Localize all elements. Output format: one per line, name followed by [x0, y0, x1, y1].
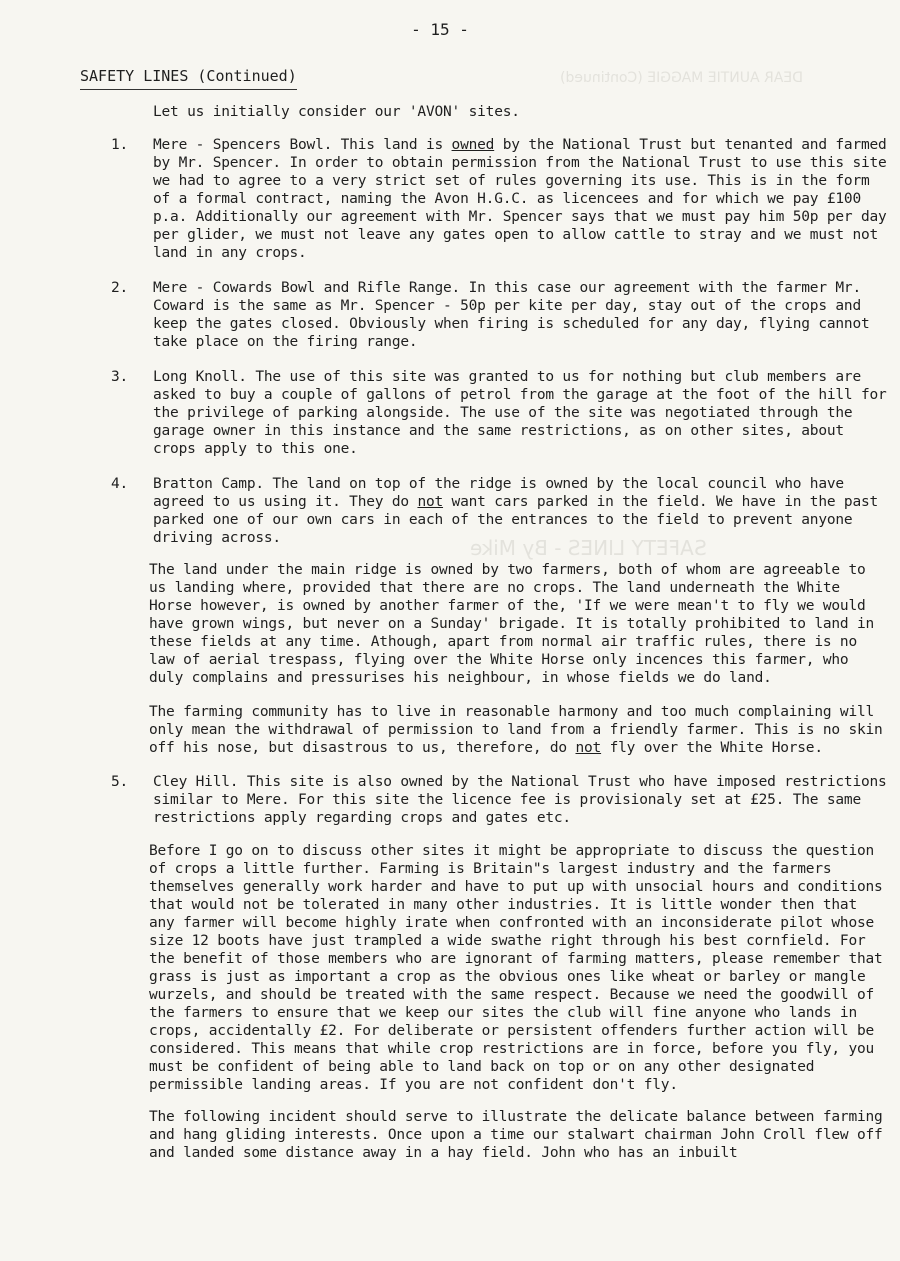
white-horse-paragraph: The land under the main ridge is owned by two farmers, both of whom are agreeable to us landing where, provided that there are no crops. The land underneath the White Horse however, is owned by another farmer of the, 'If we were mean't to fly we would have grown wings, but never on a Sunday' brigade. It is totally prohibited to land in these fields at any time. Athough, apart from normal air traffic rules, there is no law of aerial trespass, flying over the White Horse only incences this farmer, who duly complains and pressurises his neighbour, in whose fields we do land.: [149, 562, 875, 686]
site-item-text: Bratton Camp. The land on top of the ridge is owned by the local council who have agreed to us using it. They do not want cars parked in the field. We have in the past parked one of our own cars in each of the entrances to the field to prevent anyone driving across.: [153, 476, 879, 546]
intro-sentence: Let us initially consider our 'AVON' sites.: [153, 104, 520, 120]
site-item-number: 1.: [111, 137, 129, 153]
page-number: - 15 -: [411, 20, 469, 39]
site-item-cley-hill: [111, 773, 891, 827]
bleed-through-title: SAFETY LINES - By Mike: [470, 536, 707, 560]
site-item-mere-cowards: [111, 279, 891, 351]
document-body: [111, 103, 891, 1178]
section-heading: SAFETY LINES (Continued): [80, 67, 297, 90]
site-item-long-knoll: [111, 368, 891, 458]
site-item-number: 5.: [111, 774, 129, 790]
site-item-number: 4.: [111, 476, 129, 492]
site-item-text: Mere - Spencers Bowl. This land is owned by the National Trust but tenanted and farmed by Mr. Spencer. In order to obtain permission from the National Trust to use this site we had to agree to a very strict set of rules governing its use. This is in the form of a formal contract, naming the Avon H.G.C. as licencees and for which we pay £100 p.a. Additionally our agreement with Mr. Spencer says that we must pay him 50p per day per glider, we must not leave any gates open to allow cattle to stray and we must not land in any crops.: [153, 137, 887, 261]
site-item-text: Cley Hill. This site is also owned by the National Trust who have imposed restrictions similar to Mere. For this site the licence fee is provisionaly set at £25. The same restrictions apply regarding crops and gates etc.: [153, 774, 887, 826]
site-item-mere-spencers: [111, 136, 891, 262]
site-item-text: Long Knoll. The use of this site was granted to us for nothing but club members are asked to buy a couple of gallons of petrol from the garage at the foot of the hill for the privilege of parking alongside. The use of the site was negotiated through the garage owner in this instance and the same restrictions, as on other sites, about crops apply to this one.: [153, 369, 887, 457]
bleed-through-heading: DEAR AUNTIE MAGGIE (Continued): [560, 70, 803, 86]
site-item-bratton-camp: [111, 475, 891, 547]
farming-harmony-paragraph: The farming community has to live in reasonable harmony and too much complaining will only mean the withdrawal of permission to land from a friendly farmer. This is no skin off his nose, but disastrous to us, therefore, do not fly over the White Horse.: [149, 704, 883, 756]
site-item-text: Mere - Cowards Bowl and Rifle Range. In this case our agreement with the farmer Mr. Coward is the same as Mr. Spencer - 50p per kite per day, stay out of the crops and keep the gates closed. Obviously when firing is scheduled for any day, flying cannot take place on the firing range.: [153, 280, 870, 350]
crops-paragraph: Before I go on to discuss other sites it might be appropriate to discuss the question of crops a little further. Farming is Britain"s largest industry and the farmers themselves generally work harder and have to put up with unsocial hours and conditions that would not be tolerated in many other industries. It is little wonder then that any farmer will become highly irate when confronted with an inconsiderate pilot whose size 12 boots have just trampled a wide swathe right through his best cornfield. For the benefit of those members who are ignorant of farming matters, please remember that grass is just as important a crop as the obvious ones like wheat or barley or mangle wurzels, and should be treated with the same respect. Because we need the goodwill of the farmers to ensure that we keep our sites the club will fine anyone who lands in crops, accidentally £2. For deliberate or persistent offenders further action will be considered. This means that while crop restrictions are in force, before you fly, you must be confident of being able to land back on top or on any other designated permissible landing areas. If you are not confident don't fly.: [149, 843, 883, 1093]
site-item-number: 2.: [111, 280, 129, 296]
incident-paragraph: The following incident should serve to illustrate the delicate balance between farming and hang gliding interests. Once upon a time our stalwart chairman John Croll flew off and landed some distance away in a hay field. John who has an inbuilt: [149, 1109, 883, 1161]
site-item-number: 3.: [111, 369, 129, 385]
